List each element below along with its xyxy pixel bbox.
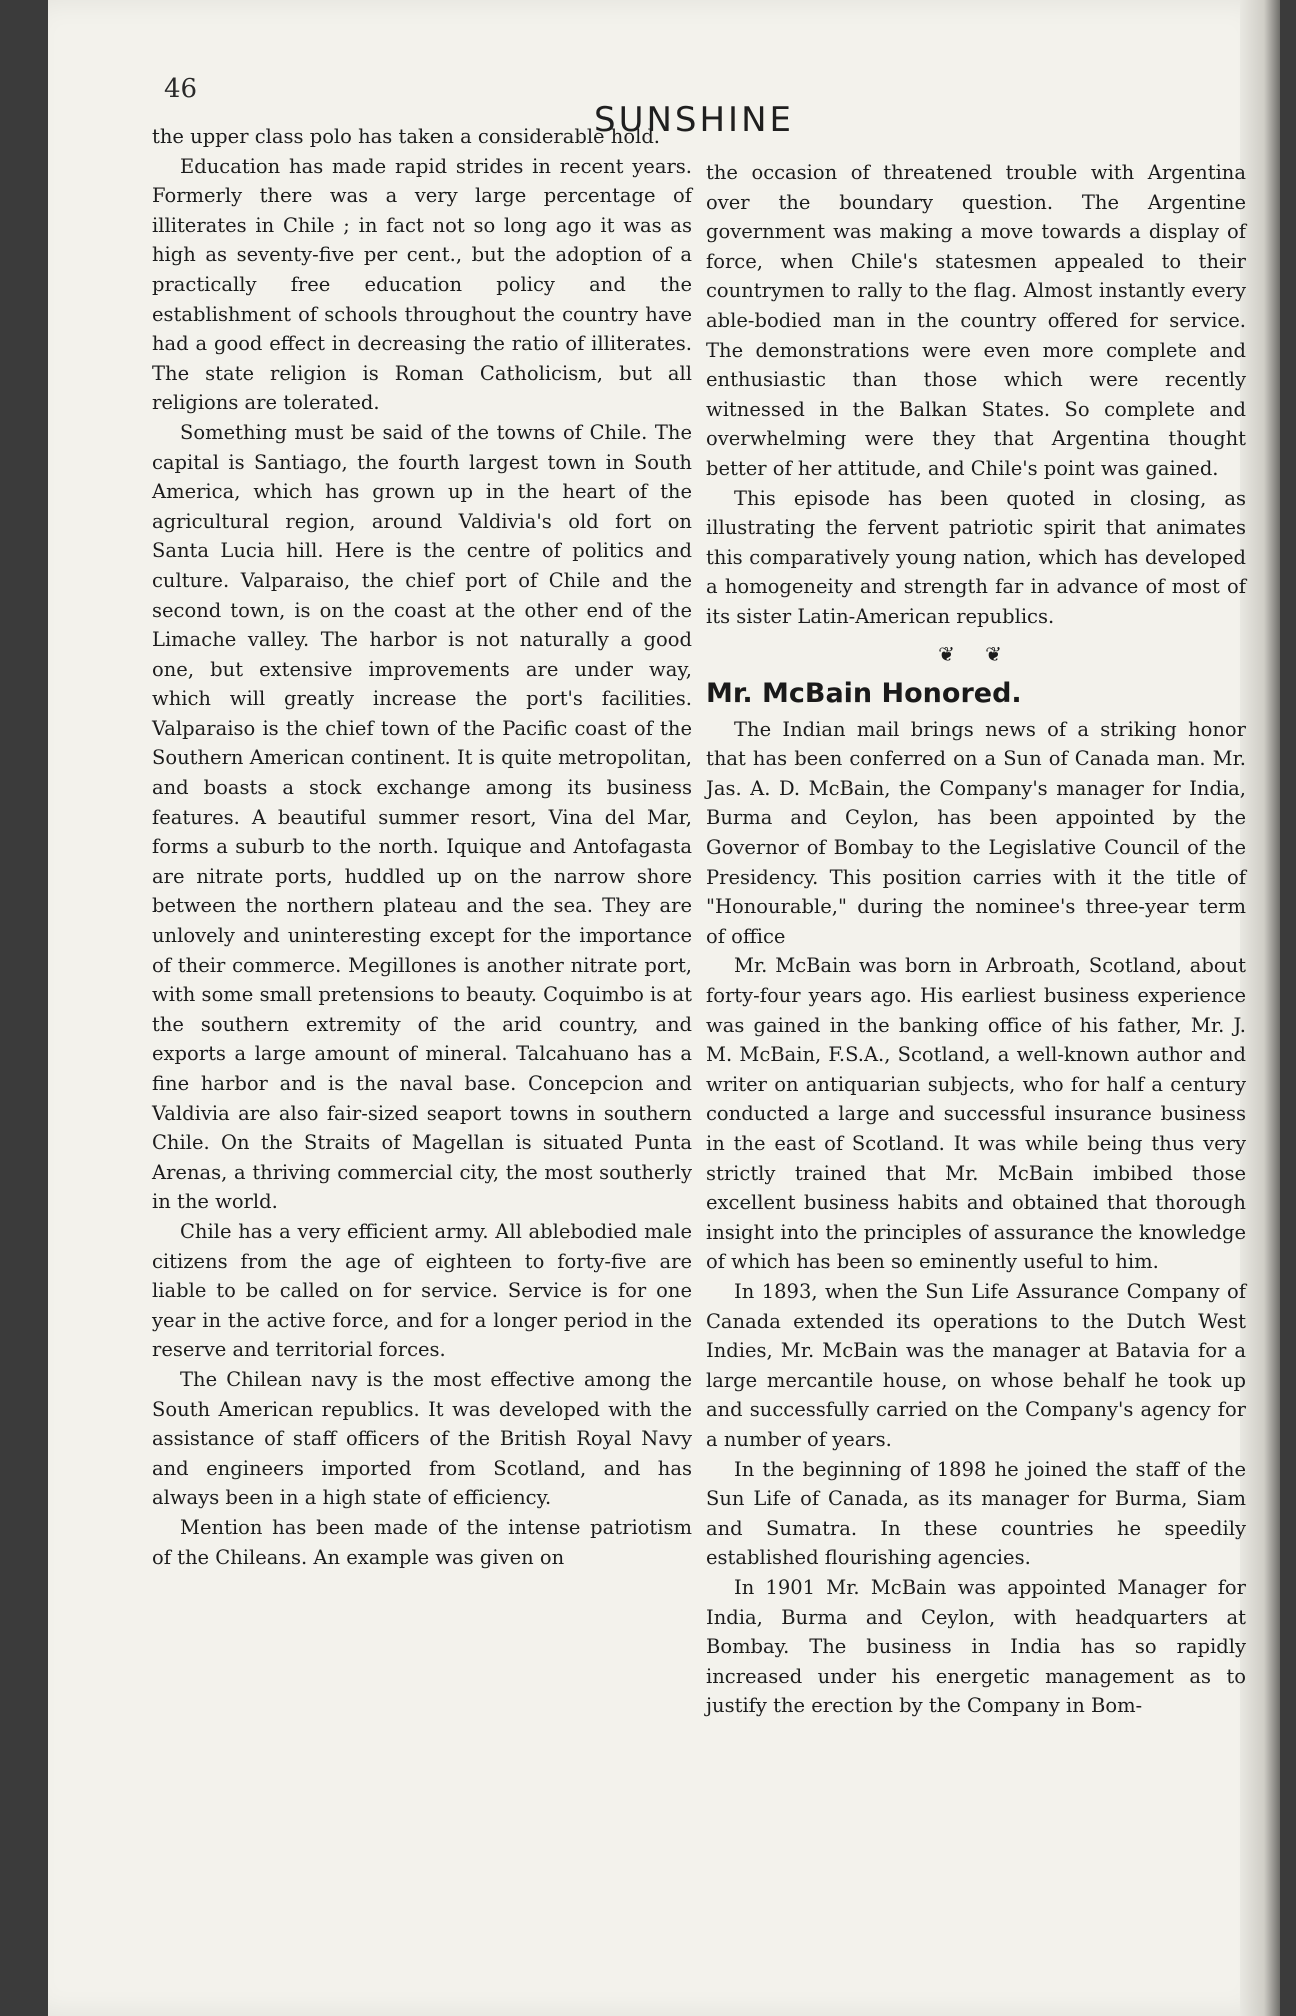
paragraph: the occasion of threatened trouble with Argentina over the boundary question. The Argentine government was making a move towards a display of force, when Chile's statesmen appealed to their countrymen to rally to the flag. Almost instantly every able-bodied man in the country offered for service. The demonstrations were even more complete and enthusiastic than those which were recently witnessed in the Balkan States. So complete and overwhelming were they that Argentina thought better of her attitude, and Chile's point was gained. <box>706 161 1246 480</box>
paragraph: In 1901 Mr. McBain was appointed Manager for India, Burma and Ceylon, with headquarters at Bombay. The business in India has so rapidly increased under his energetic management as to justify the erection by the Company in Bom- <box>706 1575 1246 1718</box>
paragraph: Mention has been made of the intense patriotism of the Chileans. An example was given on <box>152 1515 692 1569</box>
left-column <box>152 122 692 1572</box>
paragraph: Something must be said of the towns of Chile. The capital is Santiago, the fourth largest town in South America, which has grown up in the heart of the agricultural region, around Valdivia's old fort on Santa Lucia hill. Here is the centre of politics and culture. Valparaiso, the chief port of Chile and the second town, is on the coast at the other end of the Limache valley. The harbor is not naturally a good one, but extensive improvements are under way, which will greatly increase the port's facilities. Valparaiso is the chief town of the Pacific coast of the Southern American continent. It is quite metropolitan, and boasts a stock exchange among its business features. A beautiful summer resort, Vina del Mar, forms a suburb to the north. Iquique and Antofagasta are nitrate ports, huddled up on the narrow shore between the northern plateau and the sea. They are unlovely and uninteresting except for the importance of their commerce. Megillones is another nitrate port, with some small pretensions to beauty. Coquimbo is at the southern extremity of the arid country, and exports a large amount of mineral. Talcahuano has a fine harbor and is the naval base. Concepcion and Valdivia are also fair-sized seaport towns in southern Chile. On the Straits of Magellan is situated Punta Arenas, a thriving commercial city, the most southerly in the world. <box>152 420 692 1214</box>
paragraph: Chile has a very efficient army. All ablebodied male citizens from the age of eighteen to forty-five are liable to be called on for service. Service is for one year in the active force, and for a longer period in the reserve and territorial forces. <box>152 1219 692 1362</box>
paragraph: Mr. McBain was born in Arbroath, Scotland, about forty-four years ago. His earliest business experience was gained in the banking office of his father, Mr. J. M. McBain, F.S.A., Scotland, a well-known author and writer on antiquarian subjects, who for half a century conducted a large and successful insurance business in the east of Scotland. It was while being thus very strictly trained that Mr. McBain imbibed those excellent business habits and obtained that thorough insight into the principles of assurance the knowledge of which has been so eminently useful to him. <box>706 954 1246 1274</box>
page-number: 46 <box>164 74 198 104</box>
paragraph: In the beginning of 1898 he joined the staff of the Sun Life of Canada, as its manager for Burma, Siam and Sumatra. In these countries he speedily established flourishing agencies. <box>706 1457 1246 1570</box>
paragraph: The Chilean navy is the most effective among the South American republics. It was developed with the assistance of staff officers of the British Royal Navy and engineers imported from Scotland, and has always been in a high state of efficiency. <box>152 1367 692 1510</box>
page <box>48 0 1280 2016</box>
paragraph: Education has made rapid strides in recent years. Formerly there was a very large percentage of illiterates in Chile ; in fact not so long ago it was as high as seventy-five per cent., but the adoption of a practically free education policy and the establishment of schools throughout the country have had a good effect in decreasing the ratio of illiterates. The state religion is Roman Catholicism, but all religions are tolerated. <box>152 154 692 415</box>
page-edge-shadow <box>1240 0 1280 2016</box>
right-column <box>706 158 1246 1721</box>
article-headline: Mr. McBain Honored. <box>706 678 1022 710</box>
paragraph: the upper class polo has taken a considerable hold. <box>152 125 661 148</box>
paragraph: This episode has been quoted in closing, as illustrating the fervent patriotic spirit that animates this comparatively young nation, which has developed a homogeneity and strength far in advance of most of its sister Latin-American republics. <box>706 486 1246 628</box>
ornament-fleurons: ❦ ❦ <box>938 641 1014 666</box>
paragraph: In 1893, when the Sun Life Assurance Company of Canada extended its operations to the Dutch West Indies, Mr. McBain was the manager at Batavia for a large mercantile house, on whose behalf he took up and successfully carried on the Company's agency for a number of years. <box>706 1279 1246 1451</box>
paragraph: The Indian mail brings news of a striking honor that has been conferred on a Sun of Canada man. Mr. Jas. A. D. McBain, the Company's manager for India, Burma and Ceylon, has been appointed by the Governor of Bombay to the Legislative Council of the Presidency. This position carries with it the title of "Honourable," during the nominee's three-year term of office <box>706 717 1246 948</box>
running-title: SUNSHINE <box>594 100 794 140</box>
